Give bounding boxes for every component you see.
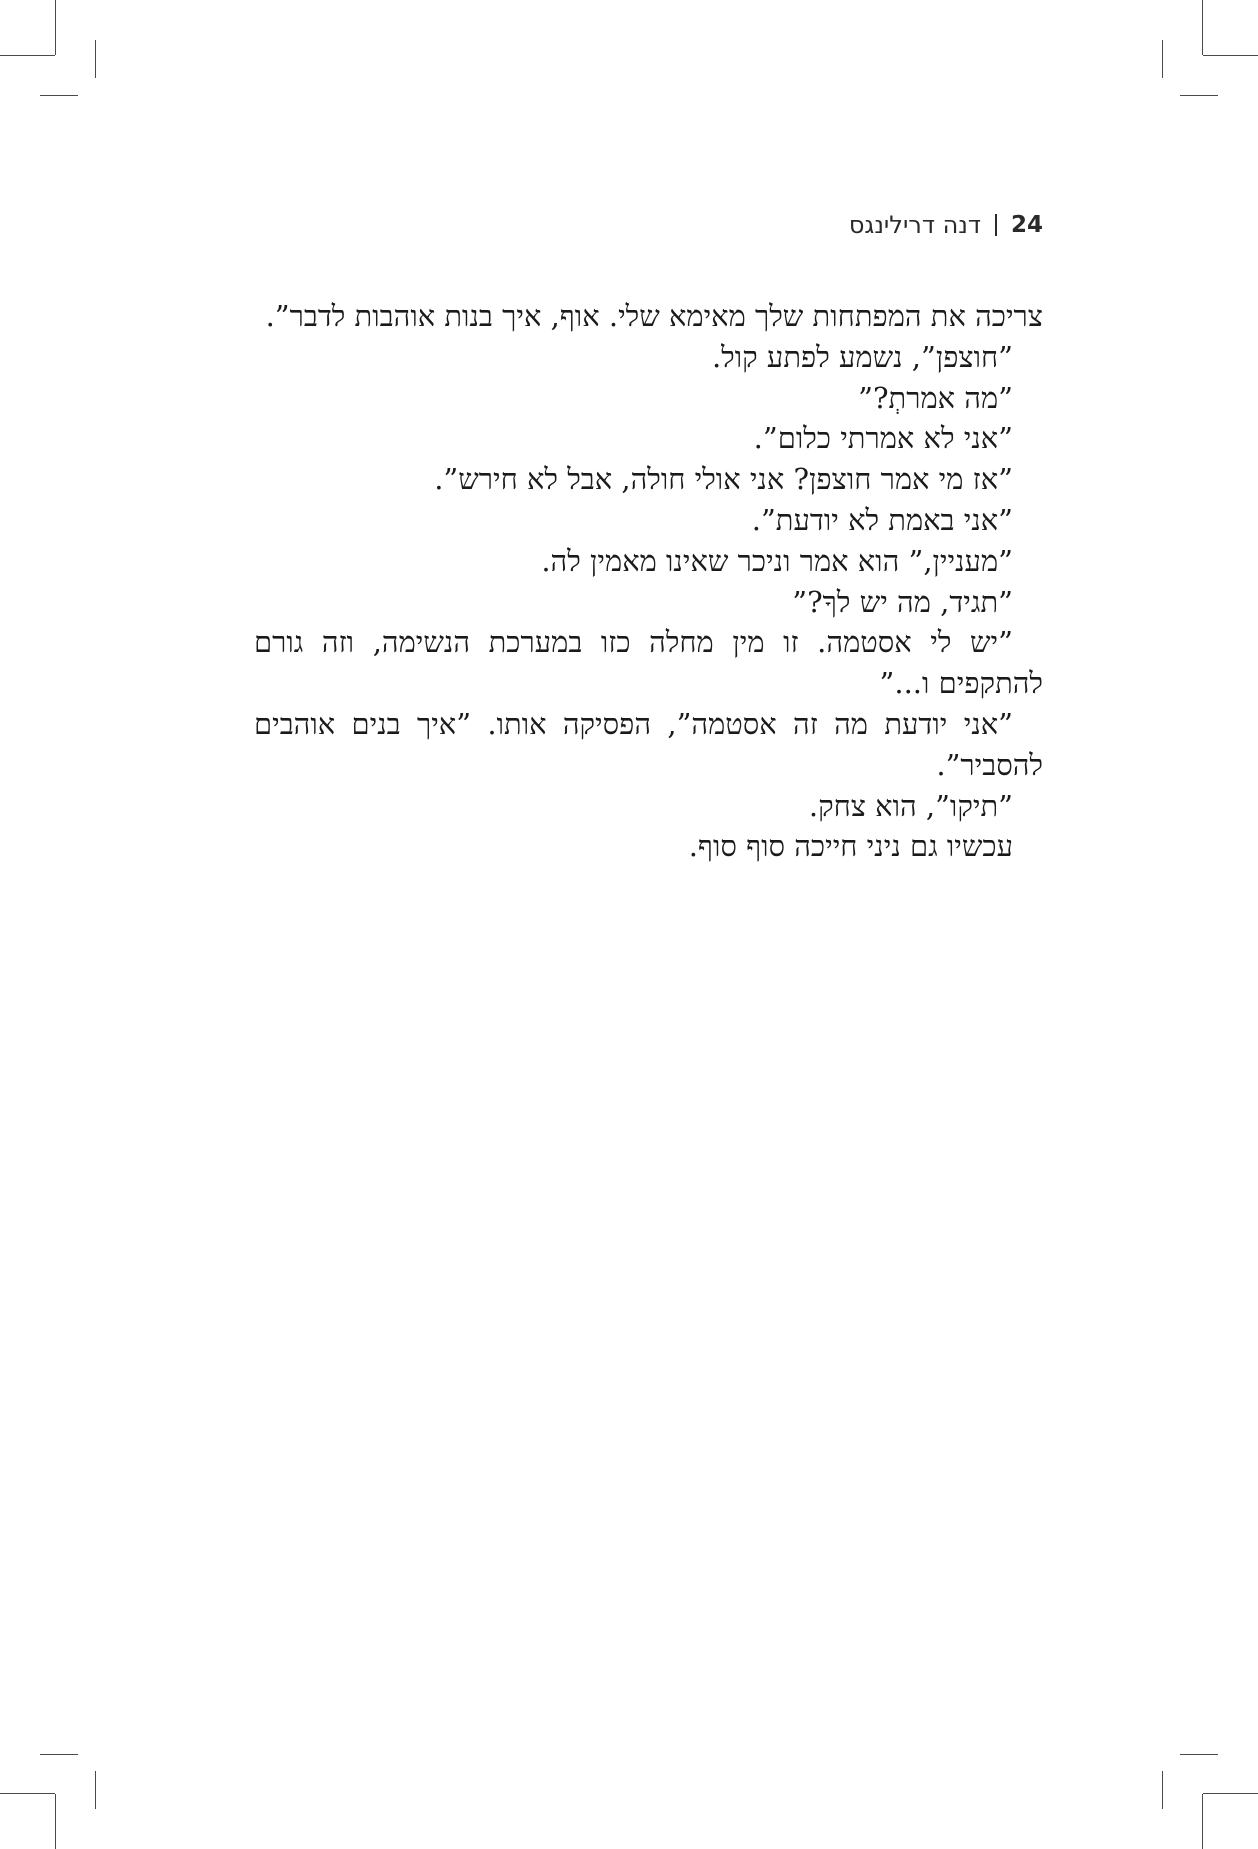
crop-mark bbox=[0, 55, 55, 56]
body-text bbox=[254, 296, 1043, 867]
paragraph: צריכה את המפתחות שלך מאימא שלי. אוף, איך בנות אוהבות לדבר”. bbox=[265, 299, 1043, 333]
paragraph: ”אני לא אמרתי כלום”. bbox=[753, 421, 1013, 456]
paragraph: ”תיקו”, הוא צחק. bbox=[808, 788, 1013, 823]
crop-mark bbox=[1203, 1793, 1258, 1794]
paragraph: ”יש לי אסטמה. זו מין מחלה כזו במערכת הנשימה, וזה גורם להתקפים ו...” bbox=[254, 625, 1043, 701]
crop-mark bbox=[40, 95, 78, 96]
paragraph: ”אז מי אמר חוצפן? אני אולי חולה, אבל לא חירש”. bbox=[434, 462, 1013, 497]
crop-mark bbox=[55, 1794, 56, 1849]
crop-mark bbox=[0, 1793, 55, 1794]
paragraph: ”אני באמת לא יודעת”. bbox=[751, 502, 1013, 537]
crop-mark bbox=[1202, 1794, 1203, 1849]
paragraph: ”מעניין,” הוא אמר וניכר שאינו מאמין לה. bbox=[541, 543, 1013, 578]
running-head bbox=[849, 211, 1043, 239]
crop-mark bbox=[95, 1771, 96, 1809]
paragraph: ”חוצפן”, נשמע לפתע קול. bbox=[711, 339, 1013, 374]
running-head-separator bbox=[995, 214, 997, 236]
paragraph: ”תגיד, מה יש לךָ?” bbox=[792, 584, 1013, 619]
crop-mark bbox=[1180, 1754, 1218, 1755]
crop-mark bbox=[1203, 55, 1258, 56]
crop-mark bbox=[40, 1754, 78, 1755]
paragraph: ”מה אמרתְ?” bbox=[858, 380, 1013, 415]
page-number: 24 bbox=[1010, 212, 1043, 238]
paragraph: עכשיו גם ניני חייכה סוף סוף. bbox=[688, 829, 1013, 864]
crop-mark bbox=[55, 0, 56, 55]
running-head-author: דנה דרילינגס bbox=[848, 211, 981, 239]
crop-mark bbox=[1202, 0, 1203, 55]
crop-mark bbox=[1180, 95, 1218, 96]
crop-mark bbox=[95, 40, 96, 78]
crop-mark bbox=[1162, 40, 1163, 78]
paragraph: ”אני יודעת מה זה אסטמה”, הפסיקה אותו. ”איך בנים אוהבים להסביר”. bbox=[254, 706, 1043, 782]
crop-mark bbox=[1162, 1771, 1163, 1809]
